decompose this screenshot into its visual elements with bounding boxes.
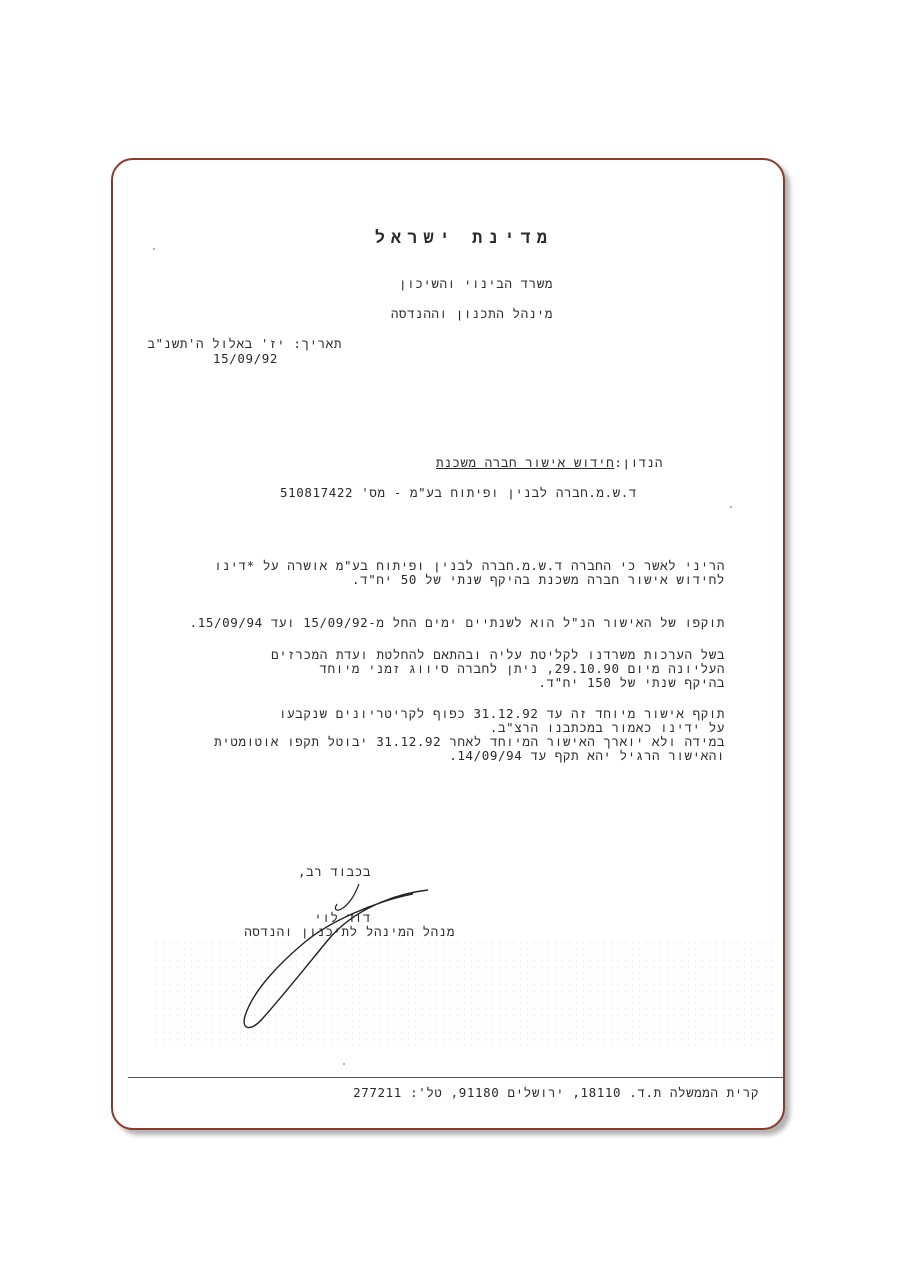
letterhead-ministry: משרד הבינוי והשיכון bbox=[399, 276, 553, 291]
closing-regards: בכבוד רב, bbox=[298, 864, 371, 879]
document-frame bbox=[111, 158, 785, 1130]
body-para4-line1: תוקף אישור מיוחד זה עד 31.12.92 כפוף לקריטריונים שנקבעו bbox=[279, 706, 725, 721]
signer-title: מנהל המינהל לתיכנון והנדסה bbox=[244, 924, 455, 939]
subject-label: הנדון: bbox=[614, 455, 663, 470]
body-para1-line1: הריני לאשר כי החברה ד.ש.מ.חברה לבנין ופיתוח בע"מ אושרה על *דינו bbox=[214, 558, 725, 573]
scan-speck bbox=[153, 248, 155, 250]
date-gregorian: 15/09/92 bbox=[213, 351, 279, 366]
subject-title: חידוש אישור חברה משכנת bbox=[436, 455, 615, 470]
letterhead-state: מדינת ישראל bbox=[374, 228, 553, 248]
scan-speck bbox=[730, 506, 732, 508]
signer-name: דוד לוי bbox=[314, 910, 371, 925]
body-validity: תוקפו של האישור הנ"ל הוא לשנתיים ימים החל מ-15/09/92 ועד 15/09/94. bbox=[189, 615, 725, 630]
scanned-letter bbox=[113, 160, 783, 1128]
body-para4-line4: והאישור הרגיל יהא תקף עד 14/09/94. bbox=[449, 748, 725, 763]
body-para4-line3: במידה ולא יוארך האישור המיוחד לאחר 31.12.92 יבוטל תקפו אוטומטית bbox=[214, 734, 725, 749]
subject-company: ד.ש.מ.חברה לבנין ופיתוח בע"מ - מס' 510817422 bbox=[280, 485, 637, 500]
scan-speck bbox=[343, 1063, 345, 1065]
handwritten-signature bbox=[233, 880, 453, 1040]
footer-address: קרית הממשלה ת.ד. 18110, ירושלים 91180, טל': 277211 bbox=[353, 1085, 759, 1100]
body-para3-line1: בשל הערכות משרדנו לקליטת עליה ובהתאם להחלטת ועדת המכרזים bbox=[271, 647, 725, 662]
body-para1-line2: לחידוש אישור חברה משכנת בהיקף שנתי של 50 יח"ד. bbox=[352, 572, 725, 587]
date-hebrew: תאריך: יז' באלול ה'תשנ"ב bbox=[147, 336, 342, 351]
subject-line bbox=[436, 456, 663, 470]
footer-rule bbox=[128, 1077, 783, 1078]
letterhead-administration: מינהל התכנון וההנדסה bbox=[390, 306, 553, 321]
body-para3-line2: העליונה מיום 29.10.90, ניתן לחברה סיווג זמני מיוחד bbox=[319, 661, 725, 676]
body-para4-line2: על ידינו כאמור במכתבנו הרצ"ב. bbox=[489, 720, 725, 735]
body-para3-line3: בהיקף שנתי של 150 יח"ד. bbox=[538, 675, 725, 690]
